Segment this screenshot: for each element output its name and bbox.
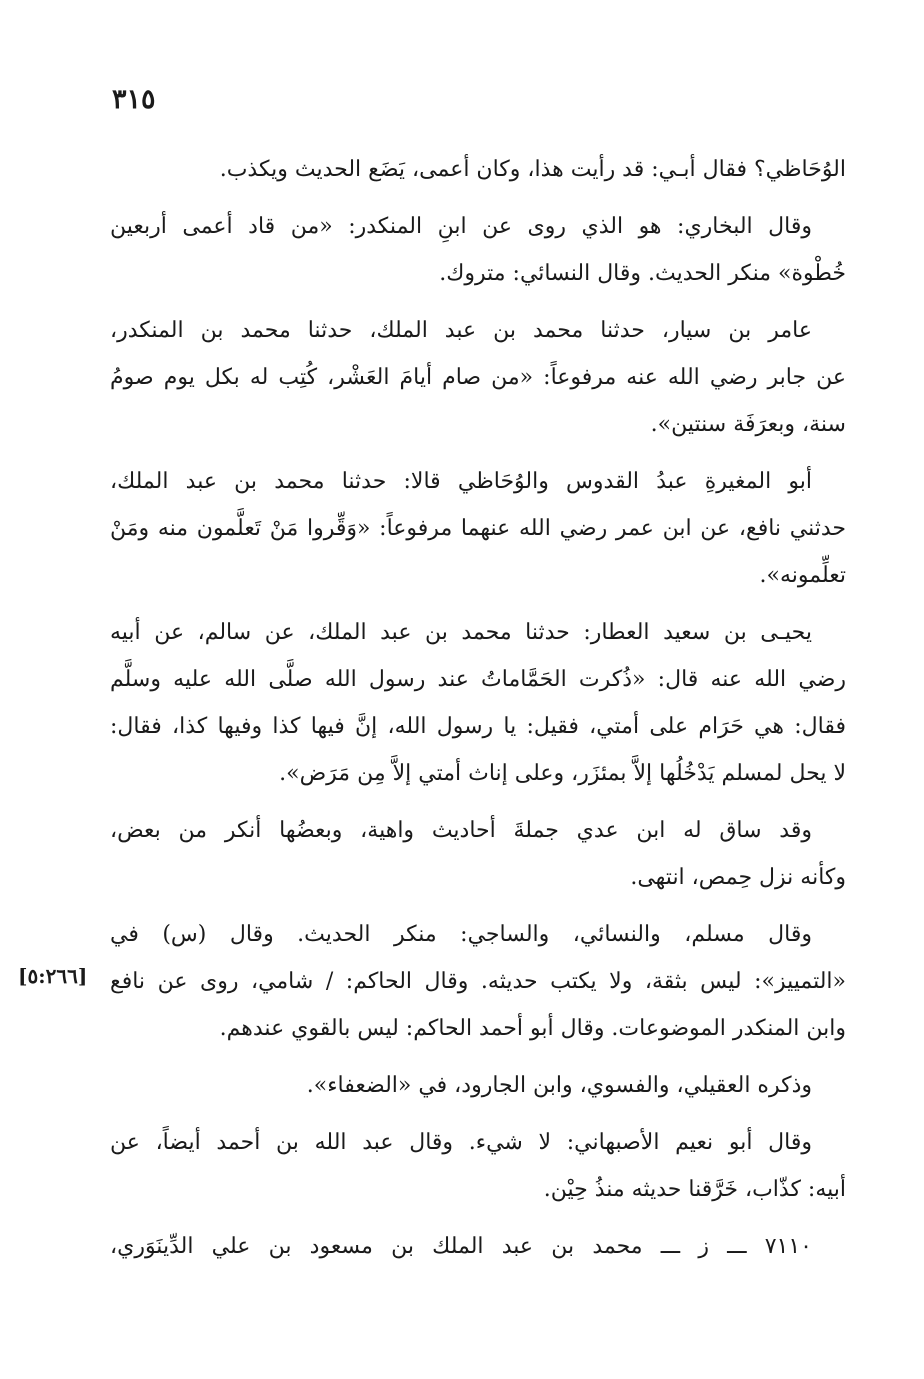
text-line: يحيـى بن سعيد العطار: حدثنا محمد بن عبد الملك، عن سالم، عن أبيه [110,620,812,645]
text-line: حدثني نافع، عن ابن عمر رضي الله عنهما مرفوعاً: «وَقِّروا مَنْ تَعلَّمون منه ومَنْ [110,516,846,541]
text-line: ٧١١٠ ـــ ز ـــ محمد بن عبد الملك بن مسعود بن علي الدِّينَوَري، [110,1234,812,1259]
paragraph [110,458,846,599]
text-line: وذكره العقيلي، والفسوي، وابن الجارود، في «الضعفاء». [306,1073,812,1098]
paragraph [110,609,846,797]
text-line: أبيه: كذّاب، خَرَّقنا حديثه منذُ حِيْن. [543,1177,846,1202]
text-line: لا يحل لمسلم يَدْخُلُها إلاَّ بمئزَر، وعلى إناث أمتي إلاَّ مِن مَرَض». [279,761,846,786]
text-line: «التمييز»: ليس بثقة، ولا يكتب حديثه. وقال الحاكم: / شامي، روى عن نافع [110,969,846,994]
text-line: رضي الله عنه قال: «ذُكرت الحَمَّاماتُ عند رسول الله صلَّى الله عليه وسلَّم [110,667,846,692]
page-number: ٣١٥ [112,84,156,115]
paragraph [110,911,846,1052]
paragraph [110,203,846,297]
paragraph [110,146,846,193]
text-line: عامر بن سيار، حدثنا محمد بن عبد الملك، حدثنا محمد بن المنكدر، [110,318,812,343]
text-line: وقال مسلم، والنسائي، والساجي: منكر الحديث. وقال (س) في [110,922,812,947]
text-line: عن جابر رضي الله عنه مرفوعاً: «من صام أيامَ العَشْر، كُتِب له بكل يوم صومُ [110,365,846,390]
text-line: أبو المغيرةِ عبدُ القدوس والوُحَاظي قالا: حدثنا محمد بن عبد الملك، [110,469,812,494]
margin-reference-note: [٥:٢٦٦] [18,964,88,988]
text-line: وقال أبو نعيم الأصبهاني: لا شيء. وقال عبد الله بن أحمد أيضاً، عن [110,1130,812,1155]
text-line: وكأنه نزل حِمص، انتهى. [630,865,846,890]
text-line: وابن المنكدر الموضوعات. وقال أبو أحمد الحاكم: ليس بالقوي عندهم. [219,1016,846,1041]
text-line: تعلِّمونه». [759,563,846,588]
main-text-block [110,146,846,1280]
paragraph [110,1062,846,1109]
paragraph [110,307,846,448]
text-line: خُطْوة» منكر الحديث. وقال النسائي: متروك. [439,261,846,286]
text-line: سنة، وبعرَفَة سنتين». [650,412,846,437]
paragraph [110,807,846,901]
text-line: الوُحَاظي؟ فقال أبـي: قد رأيت هذا، وكان أعمى، يَضَع الحديث ويكذب. [219,157,846,182]
text-line: وقد ساق له ابن عدي جملةَ أحاديث واهية، وبعضُها أنكر من بعض، [110,818,812,843]
text-line: وقال البخاري: هو الذي روى عن ابنِ المنكدر: «من قاد أعمى أربعين [110,214,812,239]
paragraph [110,1119,846,1213]
entry-heading [110,1223,846,1270]
text-line: فقال: هي حَرَام على أمتي، فقيل: يا رسول الله، إنَّ فيها كذا وفيها كذا، فقال: [110,714,846,739]
